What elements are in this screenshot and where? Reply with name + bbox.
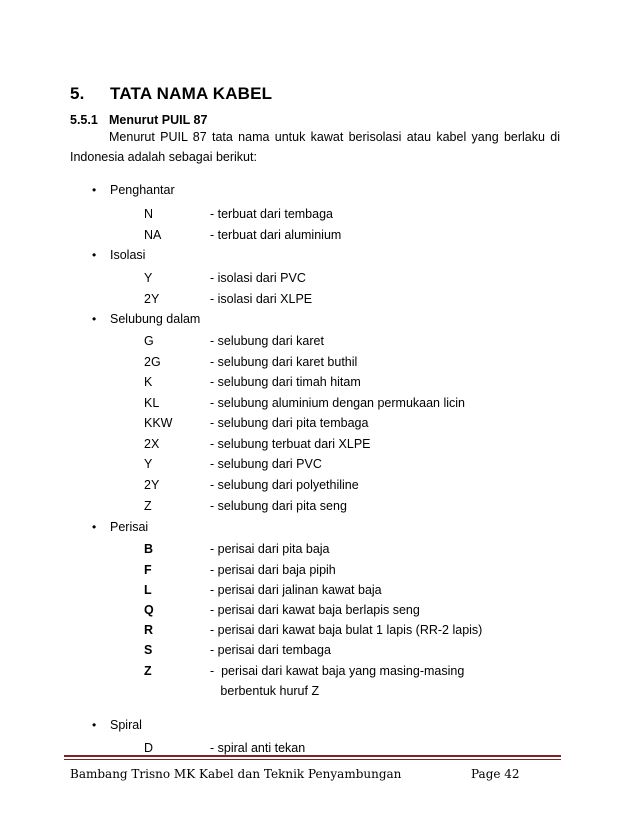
bullet-icon: • xyxy=(92,183,97,197)
cable-code: NA xyxy=(144,228,162,242)
chapter-title: TATA NAMA KABEL xyxy=(110,84,273,103)
cable-code: 2Y xyxy=(144,478,160,492)
cable-code-description: - perisai dari kawat baja berlapis seng xyxy=(210,603,420,617)
cable-code: Q xyxy=(144,603,154,617)
cable-code-description: - selubung dari timah hitam xyxy=(210,375,361,389)
section-number: 5.5.1 xyxy=(70,113,98,127)
cable-code-description: - perisai dari kawat baja yang masing-masing xyxy=(210,664,465,678)
chapter-heading xyxy=(70,84,272,104)
cable-code: Y xyxy=(144,271,153,285)
cable-code-description: - perisai dari kawat baja bulat 1 lapis (RR-2 lapis) xyxy=(210,623,483,637)
group-label-text: Isolasi xyxy=(110,248,146,262)
intro-line-2: Indonesia adalah sebagai berikut: xyxy=(70,150,257,164)
list-group-label xyxy=(92,718,142,732)
cable-code-description: - terbuat dari tembaga xyxy=(210,207,333,221)
cable-code: G xyxy=(144,334,154,348)
cable-code-description: - selubung dari polyethiline xyxy=(210,478,359,492)
cable-code: Z xyxy=(144,664,152,678)
cable-code-description: - perisai dari jalinan kawat baja xyxy=(210,583,382,597)
group-label-text: Penghantar xyxy=(110,183,175,197)
list-group-label xyxy=(92,183,175,197)
cable-code: 2X xyxy=(144,437,160,451)
cable-code: Z xyxy=(144,499,152,513)
cable-code: Y xyxy=(144,457,153,471)
cable-code-description: - isolasi dari XLPE xyxy=(210,292,313,306)
bullet-icon: • xyxy=(92,312,97,326)
cable-code-description: - perisai dari tembaga xyxy=(210,643,331,657)
footer-author: Bambang Trisno MK Kabel dan Teknik Penyambungan xyxy=(70,767,402,781)
section-title: Menurut PUIL 87 xyxy=(109,113,208,127)
cable-code-description: - selubung dari karet buthil xyxy=(210,355,358,369)
cable-code-description: - perisai dari baja pipih xyxy=(210,563,336,577)
cable-code-description: - selubung dari PVC xyxy=(210,457,322,471)
cable-code: S xyxy=(144,643,153,657)
cable-code-description: - selubung dari pita tembaga xyxy=(210,416,369,430)
intro-paragraph xyxy=(70,127,560,167)
cable-code: N xyxy=(144,207,154,221)
cable-code: F xyxy=(144,563,152,577)
cable-code-description: berbentuk huruf Z xyxy=(210,684,320,698)
cable-code: KKW xyxy=(144,416,173,430)
cable-code: B xyxy=(144,542,154,556)
list-group-label xyxy=(92,520,148,534)
bullet-icon: • xyxy=(92,520,97,534)
cable-code-description: - terbuat dari aluminium xyxy=(210,228,342,242)
group-label-text: Selubung dalam xyxy=(110,312,201,326)
cable-code: D xyxy=(144,741,154,755)
list-group-label xyxy=(92,248,145,262)
footer-divider xyxy=(64,755,561,757)
cable-code: K xyxy=(144,375,153,389)
cable-code-description: - selubung terbuat dari XLPE xyxy=(210,437,371,451)
cable-code: L xyxy=(144,583,152,597)
footer-divider-thin xyxy=(64,759,561,760)
cable-code: 2Y xyxy=(144,292,160,306)
cable-code: KL xyxy=(144,396,160,410)
bullet-icon: • xyxy=(92,718,97,732)
list-group-label xyxy=(92,312,200,326)
section-heading xyxy=(70,113,207,127)
cable-code-description: - selubung aluminium dengan permukaan licin xyxy=(210,396,466,410)
cable-code: 2G xyxy=(144,355,161,369)
intro-line-1: Menurut PUIL 87 tata nama untuk kawat berisolasi atau kabel yang berlaku di xyxy=(109,130,560,144)
cable-code-description: - perisai dari pita baja xyxy=(210,542,330,556)
chapter-number: 5. xyxy=(70,84,85,103)
bullet-icon: • xyxy=(92,248,97,262)
cable-code-description: - spiral anti tekan xyxy=(210,741,306,755)
page-number: Page 42 xyxy=(471,767,520,781)
group-label-text: Perisai xyxy=(110,520,149,534)
cable-code: R xyxy=(144,623,154,637)
cable-code-description: - selubung dari karet xyxy=(210,334,324,348)
group-label-text: Spiral xyxy=(110,718,142,732)
cable-code-description: - isolasi dari PVC xyxy=(210,271,306,285)
cable-code-description: - selubung dari pita seng xyxy=(210,499,347,513)
